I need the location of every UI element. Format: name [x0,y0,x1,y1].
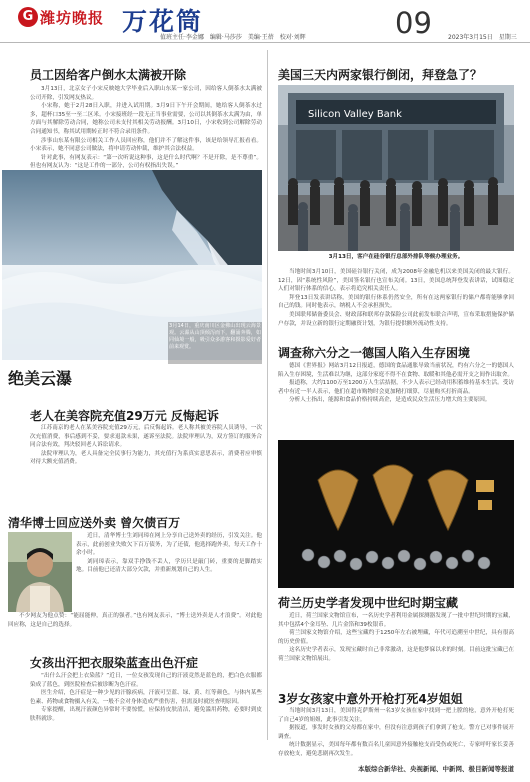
article-title-toddler-gun: 3岁女孩家中意外开枪打死4岁姐姐 [278,692,463,706]
page-number: 09 [395,6,432,40]
paragraph: 这名历史学者表示，发现宝藏时自己非常激动，这是他梦寐以求的时刻。目前这批宝藏已在荷兰国家文物馆展出。 [278,647,514,662]
article-body-toddler-gun [278,707,514,757]
paragraph: 近日，荷兰国家文物馆宣布，一名历史学者利用金属探测器发现了一批中世纪时期的宝藏，其中包括4个金耳坠、几片金箔和39枚银币。 [278,613,514,628]
article-body-color-sweat [30,672,262,760]
paragraph: 报道称，大约1100万至1200万人生活拮据，不少人表示已经动用积蓄维持基本生活。受访者中有近一半人表示，他们在超市购物时会更加精打细算，尽量购买打折商品。 [278,380,514,395]
masthead [0,0,530,43]
paragraph: 分析人士指出，能源和食品价格持续高企，是造成民众生活压力增大的主要原因。 [289,397,491,404]
sources-note: 本版综合新华社、央视新闻、中新网、极目新闻等报道 [358,765,514,773]
paragraph: 小宋称，她于2月28日入职，并进入试用期。3月9日下午开会期间，她给客人倒茶水过多，超杯口35至一至二区米。小宋接班经一段无正当事业需要，公司以其倒茶水太满为由，单方面与其解除劳动合同，她称公司未支付其相关劳动报酬。3月10日，小宋收到公司解除劳动合同通知书，称其试用期转正时不符合录用条件。 [30,103,262,135]
paragraph: 法院审理认为，老人具备完全民事行为能力，其充值行为系真实意思表示，消费者应审慎对待大额充值消费。 [30,450,262,466]
photo-caption-cloud: 3月14日，重庆南川区金佛山出现云海景观。云瀑从山顶倾泻而下，翻涌奔腾，如同仙境一般，吸引众多游客和摄影爱好者前来观赏。 [168,322,262,364]
paragraph: 统计数据显示，美国每年都有数百名儿童因意外接触枪支而受伤或死亡，专家呼吁家长妥善存放枪支，避免悲剧再次发生。 [278,742,514,757]
paragraph: 据报道，事发时女孩的父母都在家中，但没有注意到孩子们拿到了枪支。警方已对事件展开调查。 [278,725,514,740]
article-body-dutch-treasure [278,612,514,684]
issue-date: 2023年3月15日 星期三 [448,34,517,41]
paragraph: 江苏南京的老人在某美容院充值29万元，后反悔起诉。老人称其被美容院人员诱导，一次次充值消费，事后感到不妥，要求退款未果，遂诉至法院。法院审理认为，双方签订的服务合同合法有效，判决驳回老人诉讼请求。 [30,425,262,449]
article-body-bank-failure [278,268,514,338]
article-title-beauty-salon: 老人在美容院充值29万元 反悔起诉 [30,409,219,423]
article-title-germany-survey: 调查称六分之一德国人陷入生存困境 [278,346,471,360]
paragraph: 德国《世界报》网站3月12日报道，德国的食品通胀导致当前状况，约有六分之一的德国人陷入生存困境，生活难以为继，这部分家庭不得不在食物、取暖和其他必需开支之间作出取舍。 [278,363,514,378]
paragraph: 3月13日，北京女子小宋反映她大学毕业后入职山东某一家公司，因给客人倒茶水太满被公司开除，引发网友热议。 [30,86,262,101]
newspaper-name: 潍坊晚报 [40,9,105,27]
article-title-fired-employee: 员工因给客户倒水太满被开除 [30,68,187,82]
paragraph: “出什么汗会把上衣染蓝？”近日，一位女孩发现自己的汗液竟然是蓝色的，把白色衣服都染成了蓝色，到医院检查后被诊断为色汗症。 [30,673,262,688]
article-body-tsinghua-phd-part2 [8,612,262,640]
paragraph: 专家提醒，出现汗液颜色异常时不要惊慌，应保持皮肤清洁，避免滥用药物，必要时到皮肤科就诊。 [30,707,262,722]
paragraph: 近日，清华博士生刘同璋在网上分享自己送外卖的经历，引发关注。他表示，此前创业失败欠下百万债务，为了还债，他选择跑外卖，每天工作十余小时。 [76,533,262,557]
paragraph: 当地时间3月13日，美国得克萨斯州一名3岁女孩在家中找到一把上膛的枪，意外开枪打死了自己4岁的姐姐，此事引发关注。 [278,708,514,723]
article-title-bank-failure: 美国三天内两家银行倒闭，拜登急了？ [278,68,483,82]
paragraph: 针对此事，有网友表示：“第一次听说这种事，这是什么时代啊？不是开除，是不尊重”。但也有网友认为：“这是工作的一部分，公司有权指出失误。” [30,154,262,170]
article-body-tsinghua-phd-part1 [76,532,262,612]
svg-text:Silicon Valley Bank: Silicon Valley Bank [308,109,402,120]
article-body-germany-survey [278,362,514,434]
paragraph: 刘同璋表示，靠双手挣钱不丢人，学历只是敲门砖，重要的是脚踏实地。目前他已还清大部分欠款，并重新规划自己的人生。 [76,558,262,574]
tsinghua-phd-portrait-photo [8,532,72,612]
paragraph: 当地时间3月10日，美国硅谷银行关闭，成为2008年金融危机以来美国关闭的最大银行。12日，因“系统性风险”，美国签名银行也宣布关闭。13日，美国总统拜登发表讲话，试图稳定人们对银行体系的信心，表示将追究相关责任人。 [278,269,514,293]
newspaper-logo-icon: G [18,7,38,27]
medieval-treasure-photo [278,440,514,588]
silicon-valley-bank-photo [278,85,514,251]
paragraph: 拜登13日发表讲话称，美国的银行体系仍然安全，所有在这两家银行的储户都将能够拿回自己的钱。同时他表示，纳税人不会承担损失。 [278,294,514,310]
article-body-beauty-salon [30,424,262,501]
article-title-dutch-treasure: 荷兰历史学者发现中世纪时期宝藏 [278,596,459,610]
paragraph: 医生介绍，色汗症是一种少见的汗腺疾病，汗液可呈蓝、绿、黄、红等颜色，与体内某些色素、药物或食物摄入有关，一般不会对身体造成严重伤害，但需及时就医查明原因。 [30,690,262,705]
column-divider [267,50,268,740]
article-title-tsinghua-phd: 清华博士回应送外卖 曾欠债百万 [8,516,181,530]
editor-credits: 值班主任·李金娜 编辑·马莎莎 美编·王蓓 校对·刘辉 [160,34,306,41]
paragraph: 荷兰国家文物馆介绍，这些宝藏约于1250年左右被埋藏，年代可追溯至中世纪，具有很高的历史价值。 [278,630,514,645]
paragraph: 涉事山东某有限公司相关工作人员回应称，他们并不了解这件事，该是给领导汇报看看。小宋表示，她不同意公司做法，将申请劳动仲裁，维护其合法权益。 [30,137,262,153]
section-title: 万花筒 [122,7,204,36]
photo-caption-bank: 3月13日，客户在硅谷银行总部外排队等候办理业务。 [328,254,464,260]
article-title-color-sweat: 女孩出汗把衣服染蓝查出色汗症 [30,656,199,670]
paragraph: 美国联邦储备委员会、财政部和联邦存款保险公司此前发布联合声明，宣布采取措施保护储户存款，并设立新的银行定期融资计划，为银行提供额外流动性支持。 [278,311,514,327]
paragraph: 不少网友为他点赞：“能屈能伸，真正的强者。”也有网友表示，“博士送外卖是人才浪费”。对此他回应称，这是自己的选择。 [8,613,262,628]
page-footer [0,760,530,782]
article-title-cloud: 绝美云瀑 [8,369,73,388]
